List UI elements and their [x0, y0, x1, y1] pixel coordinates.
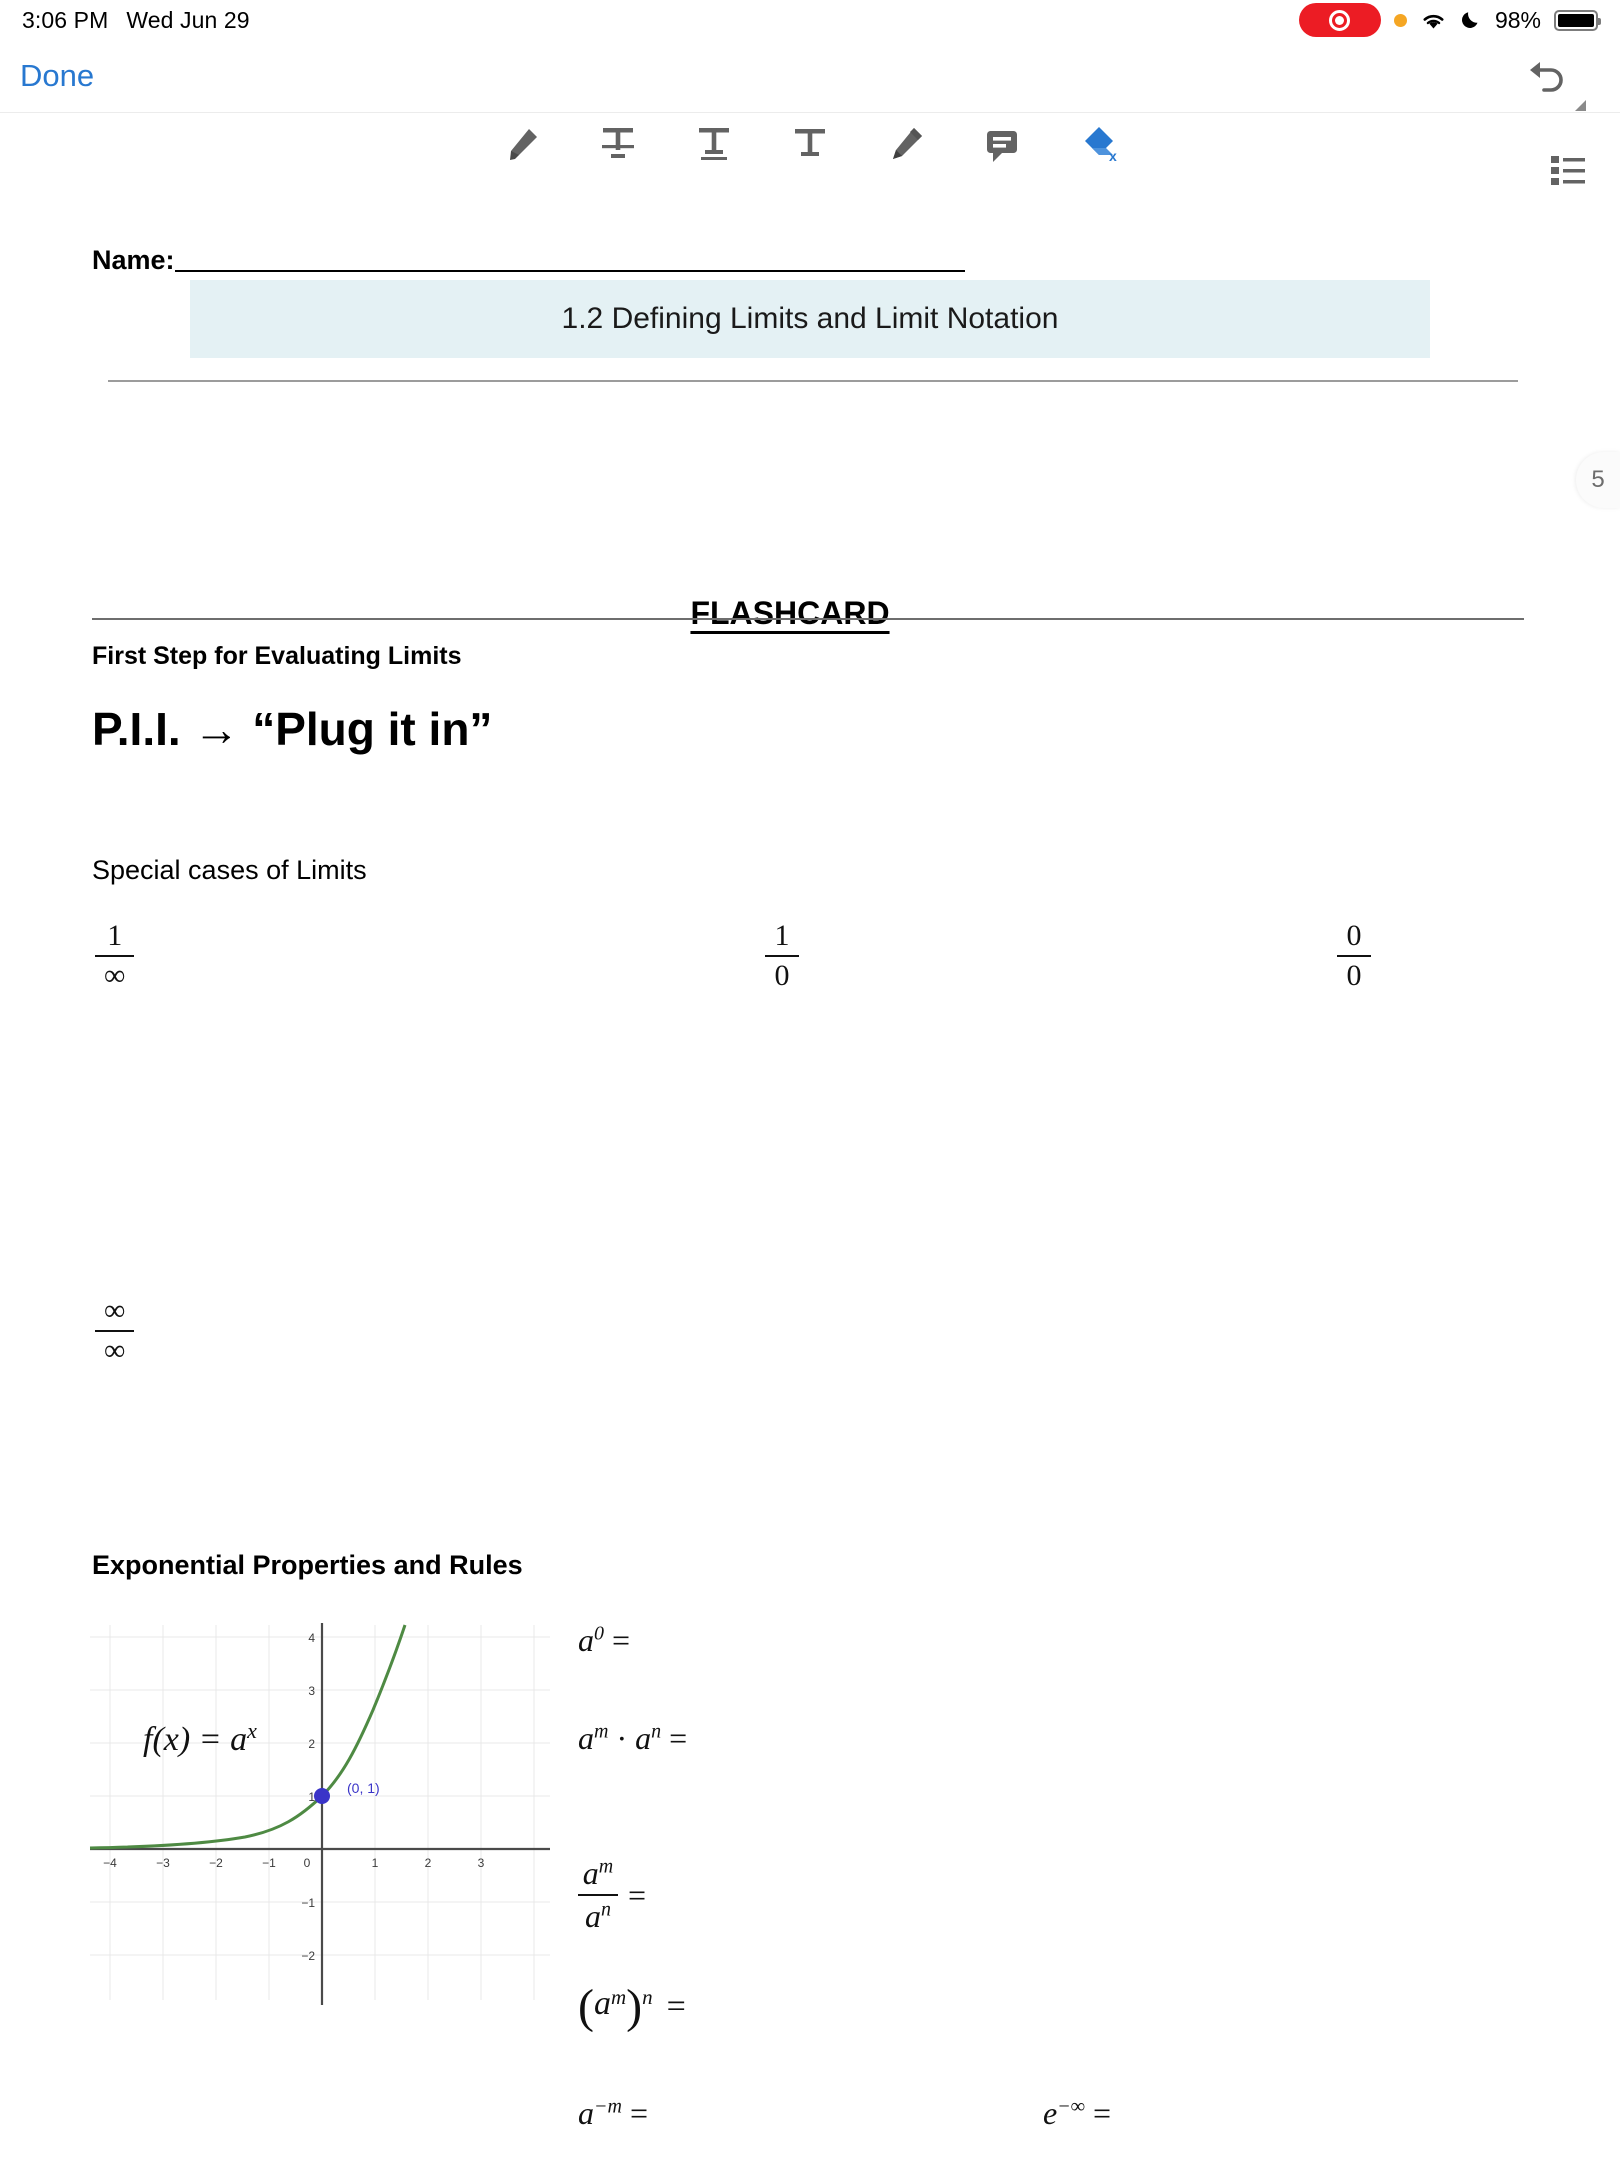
point-0-1-marker: [314, 1788, 330, 1804]
status-time: 3:06 PM: [22, 6, 109, 33]
name-blank-line: [175, 270, 965, 272]
annotation-toolbar: [0, 112, 1620, 174]
svg-text:−3: −3: [156, 1856, 170, 1870]
fraction-numerator: 1: [107, 919, 123, 952]
divider-middle: [92, 618, 1524, 620]
do-not-disturb-moon-icon: [1460, 9, 1482, 31]
rule-negative-exponent: $a^{-m}$ =: [578, 2095, 648, 2131]
undo-more-triangle-icon[interactable]: [1575, 100, 1586, 111]
document-title: 1.2 Defining Limits and Limit Notation: [561, 302, 1059, 335]
fraction-zero-over-zero: [1337, 920, 1371, 993]
orange-privacy-dot-icon: [1394, 14, 1407, 27]
fraction-bar: [765, 955, 799, 957]
rule-quotient-of-powers: $a^m$ $a^n$ =: [578, 1855, 646, 1935]
fraction-denominator: 0: [774, 959, 790, 993]
fraction-numerator: 1: [774, 919, 790, 952]
text-icon[interactable]: [784, 118, 836, 170]
fraction-numerator: ∞: [104, 1294, 126, 1327]
status-bar: [0, 0, 1620, 40]
erase-all-icon[interactable]: [1072, 118, 1124, 170]
name-label: Name:: [92, 245, 175, 275]
rule-power-of-power: ( a m ) $^n$ =: [578, 1980, 686, 2033]
svg-text:0: 0: [303, 1856, 311, 1870]
flashcard-heading: FLASHCARD: [690, 595, 890, 631]
pii-line: P.I.I. → “Plug it in”: [92, 703, 493, 755]
status-date: Wed Jun 29: [126, 6, 250, 33]
svg-text:1: 1: [371, 1856, 379, 1870]
svg-text:2: 2: [424, 1856, 432, 1870]
document-title-banner: [190, 280, 1430, 358]
svg-text:4: 4: [308, 1631, 315, 1645]
svg-text:3: 3: [308, 1684, 315, 1698]
svg-text:2: 2: [308, 1737, 315, 1751]
fraction-bar: [1337, 955, 1371, 957]
rule-a-power-zero: $a^0$ =: [578, 1622, 631, 1658]
screen-record-pill-icon[interactable]: [1299, 3, 1381, 37]
fraction-denominator: ∞: [104, 1334, 126, 1368]
done-button[interactable]: Done: [20, 58, 95, 93]
fraction-denominator: ∞: [104, 959, 126, 993]
rule-product-of-powers: $a^m \cdot a^n$ =: [578, 1720, 688, 1756]
exponential-function-graph: [85, 1615, 555, 2015]
battery-icon: [1554, 10, 1598, 31]
point-annotation-label: (0, 1): [347, 1780, 380, 1796]
underline-text-icon[interactable]: [688, 118, 740, 170]
y-tick-labels: [301, 1631, 315, 1963]
rule-e-to-negative-infinity: e−∞ =: [1043, 2095, 1112, 2131]
special-cases-heading: Special cases of Limits: [92, 855, 367, 885]
svg-text:−2: −2: [301, 1949, 315, 1963]
undo-button[interactable]: [1524, 56, 1570, 103]
highlighter-icon[interactable]: [496, 118, 548, 170]
fraction-one-over-zero: [765, 920, 799, 993]
graph-gridlines: [90, 1625, 550, 2000]
fraction-one-over-infinity: [95, 920, 134, 993]
x-tick-labels: [103, 1856, 485, 1870]
battery-percent: 98%: [1494, 6, 1541, 33]
first-step-heading: First Step for Evaluating Limits: [92, 642, 462, 670]
nav-bar: [0, 40, 1620, 110]
undo-arrow-icon: [1524, 56, 1570, 98]
svg-text:−4: −4: [103, 1856, 117, 1870]
divider-top: [108, 380, 1518, 382]
fraction-denominator: 0: [1346, 959, 1362, 993]
svg-text:−1: −1: [262, 1856, 276, 1870]
fraction-bar: [95, 955, 134, 957]
function-label: $f(x) = a^x$: [143, 1718, 257, 1758]
graph-svg: [85, 1615, 555, 2015]
svg-text:x: x: [1109, 147, 1117, 164]
svg-text:1: 1: [308, 1790, 315, 1804]
comment-icon[interactable]: [976, 118, 1028, 170]
wifi-icon: [1420, 10, 1447, 31]
fraction-infinity-over-infinity: [95, 1295, 134, 1368]
svg-text:−2: −2: [209, 1856, 223, 1870]
page-number-badge[interactable]: 5: [1576, 452, 1620, 508]
svg-text:3: 3: [477, 1856, 485, 1870]
fraction-bar: [95, 1330, 134, 1332]
name-field-row: [92, 245, 965, 276]
exponential-properties-heading: Exponential Properties and Rules: [92, 1550, 523, 1580]
outline-list-icon[interactable]: [1548, 152, 1588, 195]
pencil-icon[interactable]: [880, 118, 932, 170]
status-bar-right: [1299, 3, 1598, 37]
status-bar-left: [22, 7, 250, 34]
fraction-numerator: 0: [1346, 919, 1362, 952]
svg-text:−1: −1: [301, 1896, 315, 1910]
strikethrough-text-icon[interactable]: [592, 118, 644, 170]
